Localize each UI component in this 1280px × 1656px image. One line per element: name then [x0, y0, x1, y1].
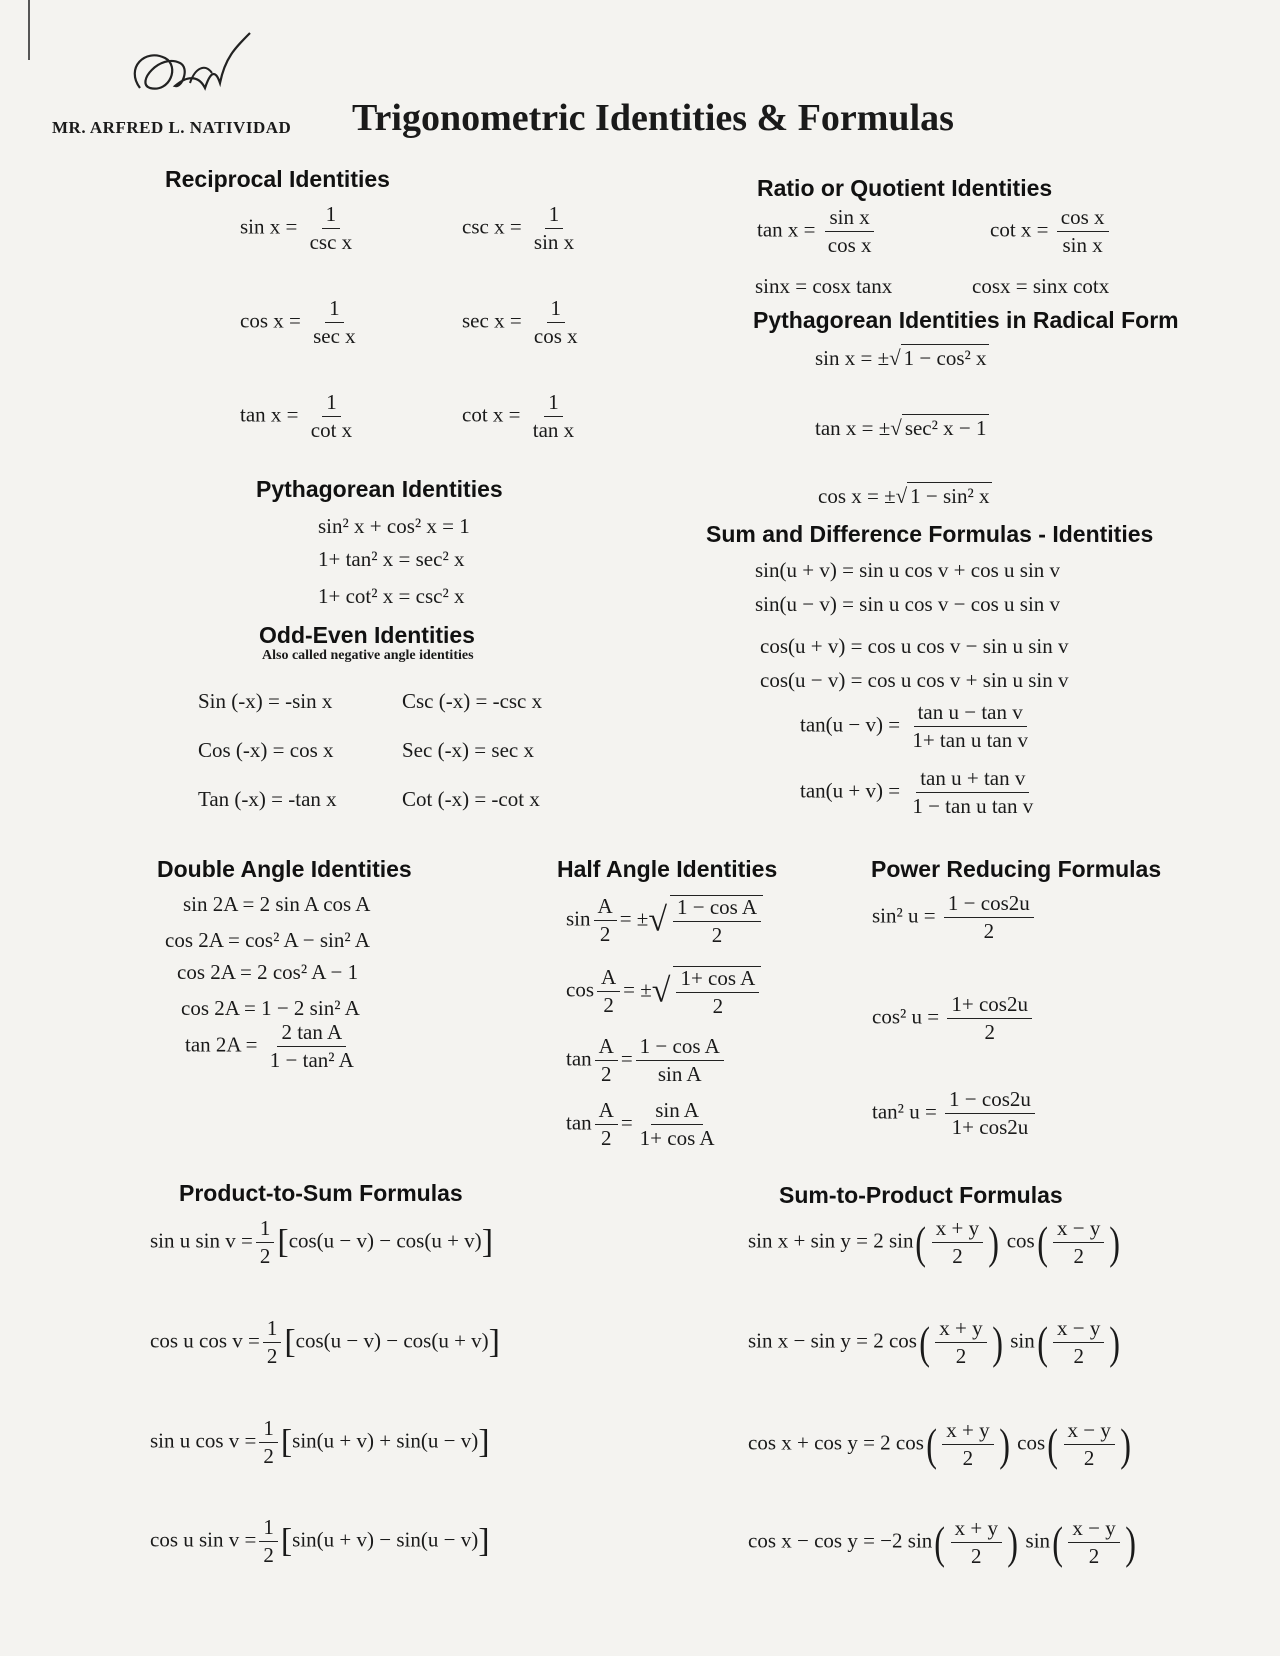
sum-prod-3-num1: x + y: [942, 1420, 993, 1445]
half-cos-den: 2: [603, 993, 614, 1017]
prod-sum-2: cos u cos v = $\frac{1}{2}$ [cos(u − v) − cos(u + v)]: [150, 1316, 500, 1368]
sum-diff-line-1: sin(u + v) = sin u cos v + cos u sin v: [755, 558, 1061, 582]
sum-prod-1: sin x + sin y = 2 sin( $\frac{x + y}{2}$ ) cos( $\frac{x - y}{2}$ ): [748, 1216, 1121, 1268]
ratio-tan: [757, 207, 879, 256]
power-cos-num: 1+ cos2u: [947, 994, 1032, 1019]
recip-sin-lhs: sin x =: [240, 214, 298, 239]
half-tan2-fnum: sin A: [651, 1100, 703, 1125]
recip-cos-num: 1: [325, 298, 344, 323]
power-cos-lhs: cos² u =: [872, 1004, 940, 1029]
sum-diff-line-4: cos(u − v) = cos u cos v + sin u sin v: [760, 668, 1069, 692]
recip-tan-lhs: tan x =: [240, 402, 299, 427]
half-cos-rnum: 1+ cos A: [676, 968, 759, 993]
sum-prod-4-f2: sin: [1025, 1528, 1051, 1553]
radical-cos: cos x = ±√ 1 − sin² x: [818, 484, 990, 508]
double-line-2: cos 2A = cos² A − sin² A: [165, 928, 370, 952]
ratio-cot: [990, 207, 1112, 256]
author-name: MR. ARFRED L. NATIVIDAD: [52, 118, 292, 137]
recip-cot-num: 1: [544, 392, 563, 417]
double-line-4: cos 2A = 1 − 2 sin² A: [181, 996, 360, 1020]
radical-sin: sin x = ±√ 1 − cos² x: [815, 346, 987, 370]
half-angle-title: Half Angle Identities: [557, 856, 778, 882]
tan-minus-num: tan u − tan v: [914, 702, 1027, 727]
odd-even-tan: Tan (-x) = -tan x: [198, 787, 337, 811]
half-sin-den: 2: [599, 922, 611, 946]
odd-even-sec: Sec (-x) = sec x: [402, 738, 534, 762]
sum-prod-3: cos x + cos y = 2 cos( $\frac{x + y}{2}$ ) cos( $\frac{x - y}{2}$ ): [748, 1418, 1131, 1470]
power-sin-num: 1 − cos2u: [944, 893, 1034, 918]
radical-sin-lhs: sin x = ±: [815, 346, 890, 370]
sum-prod-3-den1: 2: [962, 1446, 974, 1470]
sum-prod-2-f2: sin: [1010, 1328, 1035, 1353]
double-line-1: sin 2A = 2 sin A cos A: [183, 892, 371, 916]
recip-cos: [240, 298, 363, 347]
half-cos-rden: 2: [712, 994, 724, 1018]
recip-tan-num: 1: [322, 392, 341, 417]
half-tan2-op: =: [620, 1110, 633, 1135]
power-title: Power Reducing Formulas: [871, 856, 1162, 882]
odd-even-cos: Cos (-x) = cos x: [198, 738, 334, 762]
half-sin-fn: sin: [566, 906, 591, 931]
prod-sum-2-num: 1: [263, 1318, 282, 1343]
radical-tan-lhs: tan x = ±: [815, 416, 891, 440]
pythagorean-title: Pythagorean Identities: [256, 476, 503, 502]
half-tan1-den: 2: [600, 1062, 612, 1086]
sum-prod-4: cos x − cos y = −2 sin( $\frac{x + y}{2}$ ) sin( $\frac{x - y}{2}$ ): [748, 1516, 1136, 1568]
half-tan1-fden: sin A: [657, 1062, 702, 1086]
pyth-line-1: sin² x + cos² x = 1: [318, 514, 470, 538]
pyth-line-2: 1+ tan² x = sec² x: [318, 547, 465, 571]
recip-sec: [462, 298, 585, 347]
sum-prod-3-den2: 2: [1083, 1446, 1095, 1470]
sum-prod-3-f2: cos: [1017, 1430, 1046, 1455]
ratio-tan-num: sin x: [825, 207, 873, 232]
ratio-cot-den: sin x: [1062, 233, 1103, 257]
prod-sum-1-den: 2: [259, 1244, 271, 1268]
prod-sum-1: sin u sin v = $\frac{1}{2}$ [cos(u − v) − cos(u + v)]: [150, 1216, 494, 1268]
sum-prod-1-num2: x − y: [1053, 1218, 1104, 1243]
radical-tan-rad: sec² x − 1: [902, 414, 989, 440]
power-sin: [872, 893, 1037, 942]
half-cos: cos $\frac{A}{2}$ = ±√ $\frac{\text{1+ cos A}}{2}$: [566, 966, 764, 1017]
prod-sum-4-lhs: cos u sin v =: [150, 1527, 257, 1552]
pyth-line-3: 1+ cot² x = csc² x: [318, 584, 465, 608]
page-title: Trigonometric Identities & Formulas: [352, 97, 954, 139]
prod-sum-3: sin u cos v = $\frac{1}{2}$ [sin(u + v) + sin(u − v)]: [150, 1416, 490, 1468]
prod-sum-title: Product-to-Sum Formulas: [179, 1180, 463, 1206]
half-tan1-fnum: 1 − cos A: [636, 1036, 724, 1061]
ratio-tan-den: cos x: [827, 233, 872, 257]
recip-sin-num: 1: [322, 204, 341, 229]
sum-prod-2-lhs: sin x − sin y = 2 cos: [748, 1328, 917, 1353]
odd-even-csc: Csc (-x) = -csc x: [402, 689, 543, 713]
half-tan-1: [566, 1036, 727, 1085]
prod-sum-3-br: sin(u + v) + sin(u − v): [292, 1428, 479, 1453]
sum-prod-1-den2: 2: [1073, 1244, 1084, 1268]
recip-cot-den: tan x: [532, 418, 575, 442]
power-sin-lhs: sin² u =: [872, 903, 936, 928]
recip-tan: [240, 392, 359, 441]
page-edge-mark: [28, 0, 30, 60]
sum-prod-4-den1: 2: [971, 1544, 982, 1568]
recip-cos-lhs: cos x =: [240, 308, 301, 333]
sum-prod-1-num1: x + y: [932, 1218, 983, 1243]
prod-sum-3-lhs: sin u cos v =: [150, 1428, 257, 1453]
prod-sum-2-lhs: cos u cos v =: [150, 1328, 260, 1353]
prod-sum-1-num: 1: [256, 1218, 275, 1243]
sum-prod-1-f2: cos: [1006, 1228, 1035, 1253]
recip-tan-den: cot x: [310, 418, 353, 442]
prod-sum-4-den: 2: [263, 1543, 274, 1567]
double-angle-title: Double Angle Identities: [157, 856, 412, 882]
sum-prod-4-num1: x + y: [951, 1518, 1002, 1543]
power-tan-den: 1+ cos2u: [951, 1115, 1029, 1139]
half-sin-op: = ±: [619, 906, 649, 931]
odd-even-sin: Sin (-x) = -sin x: [198, 689, 333, 713]
recip-csc: [462, 204, 581, 253]
half-sin: sin $\frac{A}{2}$ = ±√ $\frac{\text{1 − cos A}}{2}$: [566, 895, 766, 946]
half-cos-fn: cos: [566, 977, 594, 1002]
ratio-cot-num: cos x: [1057, 207, 1109, 232]
ratio-line2: cosx = sinx cotx: [972, 274, 1110, 298]
recip-csc-num: 1: [545, 204, 564, 229]
recip-sin: [240, 204, 359, 253]
half-sin-rnum: 1 − cos A: [673, 897, 761, 922]
power-sin-den: 2: [983, 919, 995, 943]
power-cos: [872, 994, 1035, 1043]
radical-title: Pythagorean Identities in Radical Form: [753, 307, 1179, 333]
sum-prod-2: sin x − sin y = 2 cos( $\frac{x + y}{2}$ ) sin( $\frac{x - y}{2}$ ): [748, 1316, 1121, 1368]
half-tan1-num: A: [595, 1036, 618, 1061]
reciprocal-title: Reciprocal Identities: [165, 166, 390, 192]
ratio-cot-lhs: cot x =: [990, 217, 1049, 242]
ratio-title: Ratio or Quotient Identities: [757, 175, 1053, 201]
half-tan-2: [566, 1100, 722, 1149]
prod-sum-4: cos u sin v = $\frac{1}{2}$ [sin(u + v) − sin(u − v)]: [150, 1515, 490, 1567]
prod-sum-1-br: cos(u − v) − cos(u + v): [288, 1228, 482, 1253]
double-tan-lhs: tan 2A =: [185, 1032, 258, 1057]
power-tan: [872, 1089, 1038, 1138]
signature-graphic: [120, 28, 270, 118]
half-cos-op: = ±: [623, 977, 652, 1002]
recip-sin-den: csc x: [309, 230, 353, 254]
half-sin-num: A: [594, 896, 617, 921]
sum-prod-4-lhs: cos x − cos y = −2 sin: [748, 1528, 933, 1553]
prod-sum-3-num: 1: [259, 1418, 278, 1443]
sum-diff-tan-plus: [800, 768, 1040, 817]
power-tan-lhs: tan² u =: [872, 1099, 937, 1124]
prod-sum-1-lhs: sin u sin v =: [150, 1228, 253, 1253]
prod-sum-2-den: 2: [266, 1344, 278, 1368]
radical-cos-rad: 1 − sin² x: [907, 482, 991, 508]
recip-cos-den: sec x: [313, 324, 356, 348]
radical-cos-lhs: cos x = ±: [818, 484, 896, 508]
sum-prod-2-num1: x + y: [935, 1318, 986, 1343]
half-tan1-fn: tan: [566, 1046, 592, 1071]
tan-minus-den: 1+ tan u tan v: [912, 728, 1028, 752]
sum-prod-2-den2: 2: [1073, 1344, 1084, 1368]
sum-diff-line-3: cos(u + v) = cos u cos v − sin u sin v: [760, 634, 1069, 658]
half-cos-num: A: [597, 967, 620, 992]
recip-sec-lhs: sec x =: [462, 308, 522, 333]
tan-plus-lhs: tan(u + v) =: [800, 778, 901, 803]
sum-diff-tan-minus: [800, 702, 1035, 751]
sum-prod-4-num2: x − y: [1068, 1518, 1119, 1543]
sum-prod-1-lhs: sin x + sin y = 2 sin: [748, 1228, 914, 1253]
tan-minus-lhs: tan(u − v) =: [800, 712, 901, 737]
prod-sum-4-num: 1: [259, 1517, 278, 1542]
ratio-tan-lhs: tan x =: [757, 217, 816, 242]
radical-tan: tan x = ±√ sec² x − 1: [815, 416, 987, 440]
recip-cot-lhs: cot x =: [462, 402, 521, 427]
ratio-line1: sinx = cosx tanx: [755, 274, 893, 298]
tan-plus-den: 1 − tan u tan v: [912, 794, 1034, 818]
double-tan: [185, 1022, 361, 1071]
power-tan-num: 1 − cos2u: [945, 1089, 1035, 1114]
double-line-3: cos 2A = 2 cos² A − 1: [177, 960, 359, 984]
odd-even-cot: Cot (-x) = -cot x: [402, 787, 540, 811]
sum-prod-2-den1: 2: [955, 1344, 967, 1368]
power-cos-den: 2: [984, 1020, 995, 1044]
half-sin-rden: 2: [711, 923, 723, 947]
half-tan2-fden: 1+ cos A: [639, 1126, 715, 1150]
recip-csc-lhs: csc x =: [462, 214, 522, 239]
prod-sum-4-br: sin(u + v) − sin(u − v): [292, 1527, 479, 1552]
odd-even-subtitle: Also called negative angle identities: [262, 648, 474, 663]
prod-sum-2-br: cos(u − v) − cos(u + v): [295, 1328, 489, 1353]
recip-cot: [462, 392, 581, 441]
tan-plus-num: tan u + tan v: [916, 768, 1029, 793]
sum-prod-1-den1: 2: [952, 1244, 963, 1268]
recip-sec-num: 1: [547, 298, 566, 323]
sum-prod-3-lhs: cos x + cos y = 2 cos: [748, 1430, 924, 1455]
sum-prod-2-num2: x − y: [1053, 1318, 1104, 1343]
sum-diff-line-2: sin(u − v) = sin u cos v − cos u sin v: [755, 592, 1061, 616]
double-tan-den: 1 − tan² A: [269, 1048, 354, 1072]
sum-diff-title: Sum and Difference Formulas - Identities: [706, 521, 1154, 547]
recip-sec-den: cos x: [533, 324, 578, 348]
prod-sum-3-den: 2: [263, 1444, 274, 1468]
odd-even-title: Odd-Even Identities: [259, 622, 475, 648]
radical-sin-rad: 1 − cos² x: [901, 344, 989, 370]
sum-prod-3-num2: x − y: [1064, 1420, 1115, 1445]
half-tan1-op: =: [620, 1046, 633, 1071]
double-tan-num: 2 tan A: [277, 1022, 346, 1047]
sum-prod-title: Sum-to-Product Formulas: [779, 1182, 1063, 1208]
half-tan2-num: A: [595, 1100, 618, 1125]
recip-csc-den: sin x: [533, 230, 575, 254]
sum-prod-4-den2: 2: [1088, 1544, 1100, 1568]
half-tan2-fn: tan: [566, 1110, 592, 1135]
half-tan2-den: 2: [600, 1126, 612, 1150]
